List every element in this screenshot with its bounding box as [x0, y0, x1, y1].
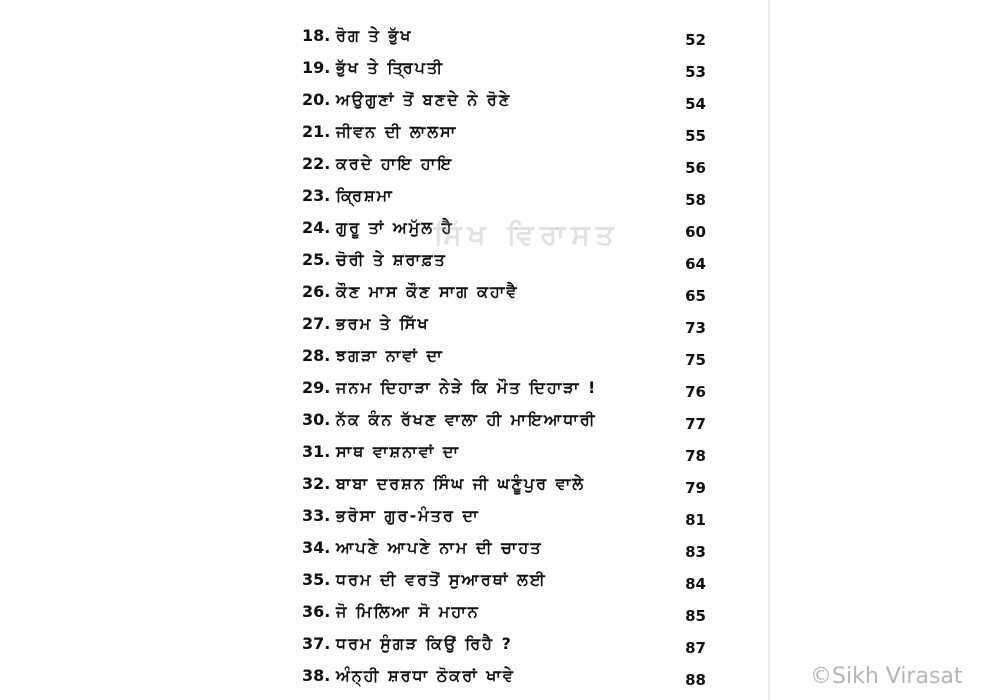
toc-entry: [302, 22, 722, 54]
toc-entry: [302, 278, 722, 310]
toc-entry-page-number: 53: [685, 63, 706, 81]
toc-entry-number: 29.: [302, 378, 331, 397]
watermark-center: ਸਿੱਖ ਵਿਰਾਸਤ: [434, 218, 620, 251]
toc-entry-number: 38.: [302, 666, 331, 685]
toc-entry-title: ਝਗੜਾ ਨਾਵਾਂ ਦਾ: [336, 346, 444, 365]
toc-entry-number: 32.: [302, 474, 331, 493]
toc-entry-page-number: 65: [685, 287, 706, 305]
toc-entry-number: 37.: [302, 634, 331, 653]
toc-entry-title: ਜੀਵਨ ਦੀ ਲਾਲਸਾ: [336, 122, 458, 141]
toc-entry-page-number: 75: [685, 351, 706, 369]
toc-entry-title: ਕਰਦੇ ਹਾਇ ਹਾਇ: [336, 154, 454, 173]
toc-entry-page-number: 88: [685, 671, 706, 689]
watermark-corner: ©Sikh Virasat: [810, 664, 963, 689]
toc-entry: [302, 118, 722, 150]
toc-entry-title: ਕੌਣ ਮਾਸ ਕੌਣ ਸਾਗ ਕਹਾਵੈ: [336, 282, 519, 301]
toc-entry-number: 34.: [302, 538, 331, 557]
toc-entry: [302, 566, 722, 598]
toc-entry-page-number: 54: [685, 95, 706, 113]
toc-entry-number: 22.: [302, 154, 331, 173]
toc-entry-page-number: 81: [685, 511, 706, 529]
toc-entry-number: 23.: [302, 186, 331, 205]
toc-entry-page-number: 55: [685, 127, 706, 145]
toc-entry-page-number: 84: [685, 575, 706, 593]
toc-entry: [302, 534, 722, 566]
toc-entry: [302, 342, 722, 374]
toc-entry-number: 36.: [302, 602, 331, 621]
toc-entry: [302, 246, 722, 278]
toc-entry-title: ਧਰਮ ਸੁੰਗੜ ਕਿਉਂ ਰਿਹੈ ?: [336, 634, 513, 653]
toc-entry-number: 18.: [302, 26, 331, 45]
toc-entry-title: ਕ੍ਰਿਸ਼ਮਾ: [336, 186, 394, 205]
toc-entry-title: ਗੁਰੂ ਤਾਂ ਅਮੁੱਲ ਹੈ: [336, 218, 454, 237]
toc-entry: [302, 598, 722, 630]
toc-entry-number: 20.: [302, 90, 331, 109]
toc-entry-number: 28.: [302, 346, 331, 365]
toc-entry-page-number: 60: [685, 223, 706, 241]
toc-entry-page-number: 83: [685, 543, 706, 561]
toc-entry: [302, 502, 722, 534]
toc-entry-number: 25.: [302, 250, 331, 269]
toc-entry: [302, 54, 722, 86]
toc-entry-page-number: 78: [685, 447, 706, 465]
toc-entry-number: 19.: [302, 58, 331, 77]
toc-entry-number: 33.: [302, 506, 331, 525]
toc-entry-title: ਅਉਗੁਣਾਂ ਤੋਂ ਬਣਦੇ ਨੇ ਰੋਣੇ: [336, 90, 512, 109]
toc-entry-title: ਧਰਮ ਦੀ ਵਰਤੋਂ ਸੁਆਰਥਾਂ ਲਈ: [336, 570, 547, 589]
toc-entry: [302, 182, 722, 214]
toc-entry-page-number: 52: [685, 31, 706, 49]
toc-entry-title: ਚੋਰੀ ਤੇ ਸ਼ਰਾਫ਼ਤ: [336, 250, 447, 269]
toc-entry: [302, 630, 722, 662]
toc-entry-number: 21.: [302, 122, 331, 141]
toc-entry-number: 30.: [302, 410, 331, 429]
toc-entry-title: ਆਪਣੇ ਆਪਣੇ ਨਾਮ ਦੀ ਚਾਹਤ: [336, 538, 543, 557]
toc-entry-title: ਭੁੱਖ ਤੇ ਤ੍ਰਿਪਤੀ: [336, 58, 445, 77]
page-edge: [768, 0, 770, 700]
toc-entry: [302, 662, 722, 694]
toc-entry-page-number: 58: [685, 191, 706, 209]
toc-entry-title: ਸਾਥ ਵਾਸ਼ਨਾਵਾਂ ਦਾ: [336, 442, 461, 461]
toc-entry-title: ਨੱਕ ਕੰਨ ਰੱਖਣ ਵਾਲਾ ਹੀ ਮਾਇਆਧਾਰੀ: [336, 410, 597, 429]
toc-entry-page-number: 64: [685, 255, 706, 273]
toc-entry-title: ਭਰੋਸਾ ਗੁਰ-ਮੰਤਰ ਦਾ: [336, 506, 480, 525]
toc-entry-title: ਜਨਮ ਦਿਹਾੜਾ ਨੇੜੇ ਕਿ ਮੌਤ ਦਿਹਾੜਾ !: [336, 378, 598, 397]
toc-entry: [302, 406, 722, 438]
toc-entry-title: ਰੋਗ ਤੇ ਭੁੱਖ: [336, 26, 413, 45]
toc-entry-page-number: 87: [685, 639, 706, 657]
toc-entry-page-number: 56: [685, 159, 706, 177]
toc-entry-title: ਬਾਬਾ ਦਰਸ਼ਨ ਸਿੰਘ ਜੀ ਘਣੂੰਪੁਰ ਵਾਲੇ: [336, 474, 586, 493]
toc-entry-number: 27.: [302, 314, 331, 333]
toc-entry-page-number: 76: [685, 383, 706, 401]
toc-entry: [302, 214, 722, 246]
toc-entry: [302, 86, 722, 118]
toc-entry-title: ਜੋ ਮਿਲਿਆ ਸੋ ਮਹਾਨ: [336, 602, 480, 621]
table-of-contents: [302, 22, 722, 694]
toc-entry-page-number: 85: [685, 607, 706, 625]
toc-entry-page-number: 77: [685, 415, 706, 433]
toc-entry-number: 24.: [302, 218, 331, 237]
toc-entry: [302, 438, 722, 470]
toc-entry: [302, 470, 722, 502]
toc-entry: [302, 150, 722, 182]
toc-entry-page-number: 79: [685, 479, 706, 497]
toc-entry: [302, 374, 722, 406]
toc-entry: [302, 310, 722, 342]
toc-entry-number: 35.: [302, 570, 331, 589]
toc-entry-number: 26.: [302, 282, 331, 301]
toc-entry-number: 31.: [302, 442, 331, 461]
toc-entry-title: ਭਰਮ ਤੇ ਸਿੱਖ: [336, 314, 430, 333]
toc-entry-page-number: 73: [685, 319, 706, 337]
toc-entry-title: ਅੰਨ੍ਹੀ ਸ਼ਰਧਾ ਠੋਕਰਾਂ ਖਾਵੇ: [336, 666, 515, 685]
